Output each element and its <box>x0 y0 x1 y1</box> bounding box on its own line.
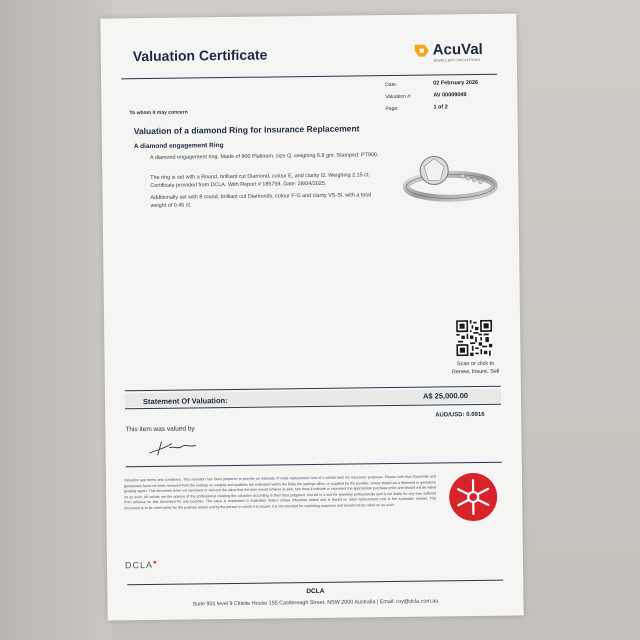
certificate-page <box>100 13 523 620</box>
meta-valuation-label: Valuation #: <box>385 93 412 101</box>
qr-caption <box>435 360 517 377</box>
item-paragraph: Additionally set with 8 round, brilliant cut Diamonds, colour F-G and clarity VS-SI. with a total weight of 0.45 ct. <box>150 192 372 209</box>
dcla-logo: DCLA● <box>124 559 158 571</box>
meta-valuation-value: AV 00009049 <box>433 92 467 99</box>
header-rule <box>121 74 497 80</box>
background-shadow <box>0 0 112 640</box>
valued-by-label: This item was valued by <box>125 425 195 434</box>
meta-page-label: Page: <box>385 105 399 113</box>
certificate-title: Valuation Certificate <box>132 46 268 65</box>
meta-page-value: 1 of 2 <box>433 104 448 111</box>
statement-value: A$ 25,000.00 <box>422 391 469 401</box>
meta-date-label: Date: <box>385 81 398 89</box>
qr-caption-line: Renew, Insure, Sell <box>451 368 500 376</box>
item-paragraph: A diamond engagement ring. Made of 900 Platinum, size Q, weighing 6.8 gm. Stamped: PT900. <box>150 152 379 161</box>
acuval-logo <box>413 42 493 71</box>
fx-rate: AUD/USD: 0.6916 <box>435 411 485 419</box>
recipient-line: To whom it may concern <box>129 109 188 117</box>
qr-caption-line: Scan or click to <box>456 360 495 368</box>
dcla-seal-icon <box>448 472 499 523</box>
ring-photo <box>392 142 503 213</box>
item-subheading: A diamond engagement Ring <box>133 142 224 151</box>
terms-and-conditions: Valuation app terms and conditions. This valuation has been prepared to provide an estimate of retail replacement cost of a similar item for insurance purposes. Please note that Diamonds and gemstones have not been removed from the settings so weights and qualities are estimated within the limits the settings allow, or supplied by the jeweller, unless stated via a diamond or gemstone grading report. This document does not represent or warrant the value that the item would achieve at sale. Nor does it indicate or represent the appropriate purchase price and should not be relied on as such. All values are the opinion of the professional creating the valuation according to their best judgment. AcuVal is a tool for jewellery professionals and is not liable for any loss suffered from reliance on this document for any purpose. The value is expressed in Australian dollars unless otherwise stated and is based on retail replacement cost in the Australian market. This document is to be used solely for the purpose stated and by the person to whom it is issued. It is not intended for marketing purposes and should not be relied on as such. <box>123 474 437 511</box>
terms-rule <box>126 462 502 468</box>
item-paragraph: The ring is set with a Round, brilliant cut Diamond, colour E, and clarity I2. Weighing 2.15 ct. Certificate provided from DCLA. With Report # 185759. Date: 28/04/2025. <box>150 172 370 189</box>
meta-date-value: 02 February 2026 <box>433 79 479 87</box>
item-heading: Valuation of a diamond Ring for Insurance Replacement <box>133 123 360 137</box>
qr-code[interactable] <box>456 320 492 356</box>
footer-company: DCLA <box>306 587 325 596</box>
logo-text: AcuVal <box>432 40 483 59</box>
valuer-signature <box>147 435 205 458</box>
logo-subtext: JEWELLERY VALUATIONS <box>432 57 481 63</box>
statement-label: Statement Of Valuation: <box>142 396 228 407</box>
footer-rule <box>127 580 503 586</box>
dcla-logo-text: DCLA <box>124 559 154 571</box>
acuval-logo-icon <box>413 43 431 59</box>
footer-address: Suite 901 level 9 Citisite House 155 Castlereagh Street, NSW 2000 Australia | Email: roy@dcla.com.au <box>192 598 439 608</box>
